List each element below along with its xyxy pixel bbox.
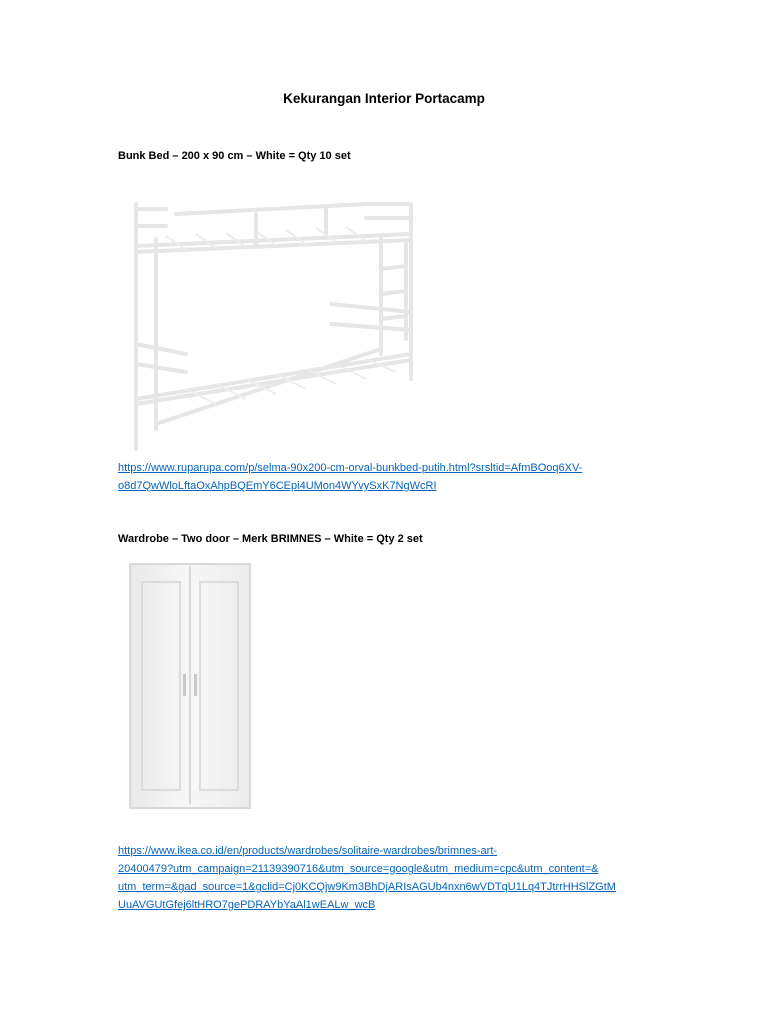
bunk-bed-image <box>126 194 426 454</box>
document-title: Kekurangan Interior Portacamp <box>283 91 485 106</box>
wardrobe-link-line-3[interactable]: utm_term=&gad_source=1&gclid=Cj0KCQjw9Km3BhDjARIsAGUb4nxn6wVDTqU1Lq4TJtrrHHSlZGtM <box>118 881 616 893</box>
wardrobe-link-line-2[interactable]: 20400479?utm_campaign=21139390716&utm_source=google&utm_medium=cpc&utm_content=& <box>118 863 599 875</box>
wardrobe-heading: Wardrobe – Two door – Merk BRIMNES – White = Qty 2 set <box>118 533 423 545</box>
bunk-bed-link-line-2[interactable]: o8d7QwWloLftaOxAhpBQEmY6CEpi4UMon4WYvySxK7NgWcRI <box>118 480 437 492</box>
wardrobe-link-line-1[interactable]: https://www.ikea.co.id/en/products/wardrobes/solitaire-wardrobes/brimnes-art- <box>118 845 498 857</box>
wardrobe-link[interactable] <box>118 842 648 914</box>
bunk-bed-heading: Bunk Bed – 200 x 90 cm – White = Qty 10 set <box>118 150 351 162</box>
wardrobe-link-line-4[interactable]: UuAVGUtGfej6ltHRO7gePDRAYbYaAl1wEALw_wcB <box>118 899 376 911</box>
wardrobe-image <box>128 562 252 810</box>
bunk-bed-link[interactable] <box>118 459 643 495</box>
bunk-bed-link-line-1[interactable]: https://www.ruparupa.com/p/selma-90x200-cm-orval-bunkbed-putih.html?srsltid=AfmBOoq6XV- <box>118 462 583 474</box>
